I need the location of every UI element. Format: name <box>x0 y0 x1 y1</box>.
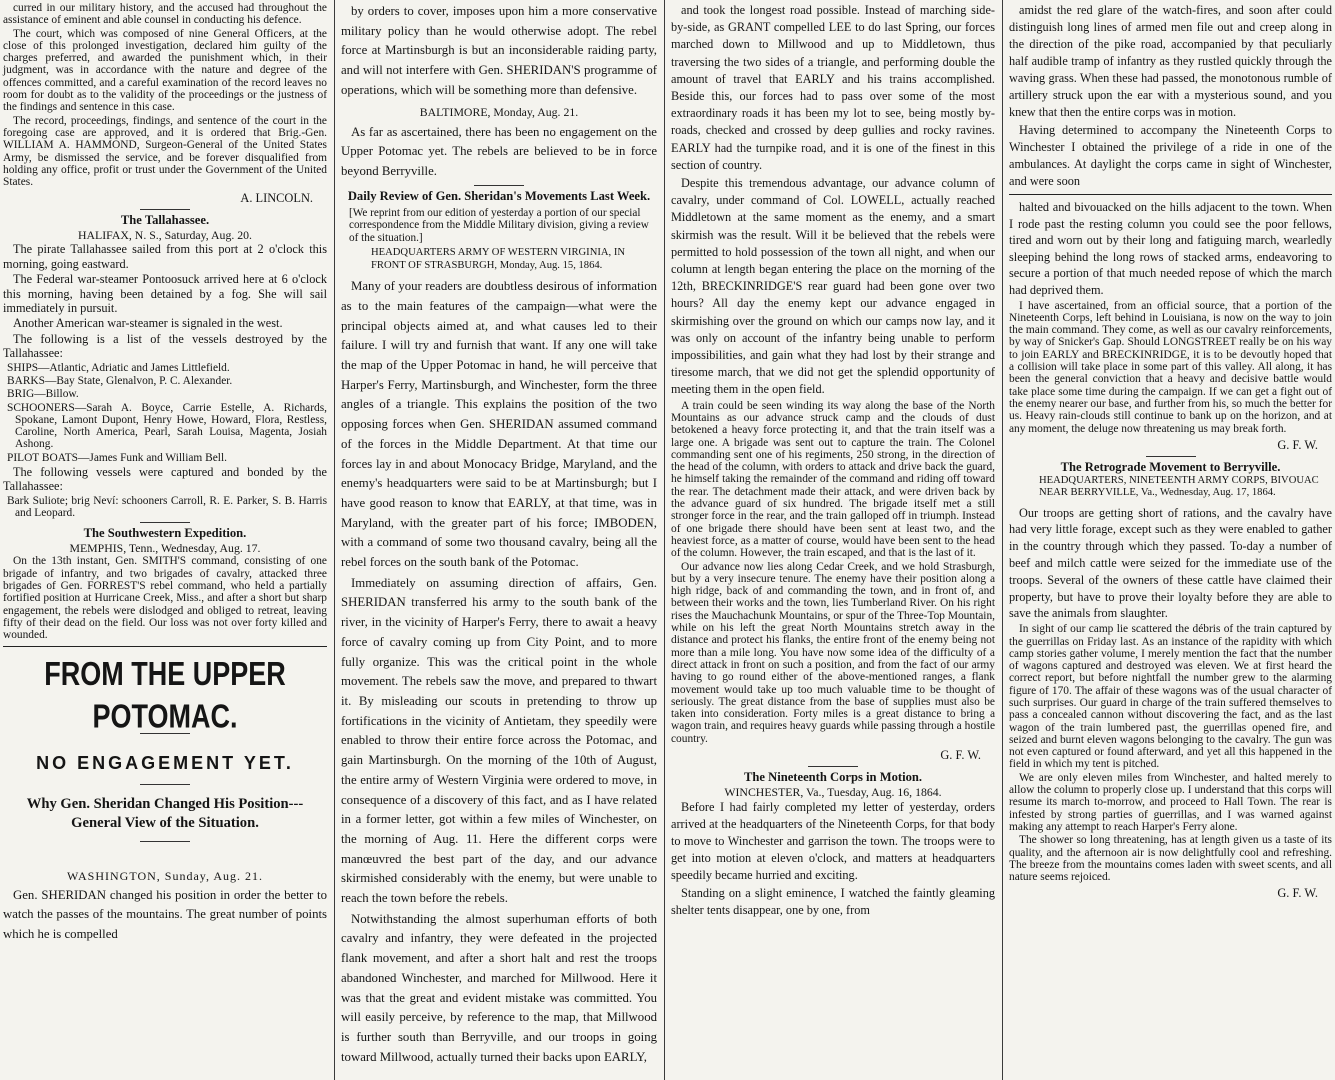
article-paragraph: Immediately on assuming direction of affairs, Gen. SHERIDAN transferred his army to the south bank of the river, in the vicinity of Harper's Ferry, there to await a heavy force of cavalry coming up from City Point, and to more fully organize. This was the critical point in the whole movement. The rebels saw the move, and prepared to thwart it. By misleading our scouts in pretending to throw up fortifications in the vicinity of Antietam, they speedily were enabled to throw their entire force across the Potomac, and gain Martinsburgh. On the morning of the 10th of August, the entire army of Western Virginia were ordered to move, in consequence of a discovery of this fact, and as I have related in a former letter, got within a few miles of Winchester, on the morning of Aug. 11. Here the different corps were manœuvred the best part of the day, and our advance skirmished considerably with the enemy, but were unable to reach the town before the rebels. <box>341 575 657 906</box>
dateline: BALTIMORE, Monday, Aug. 21. <box>419 104 579 119</box>
column-rule <box>334 0 335 1080</box>
column-3 <box>668 0 998 1080</box>
divider <box>1146 456 1196 457</box>
article-paragraph: The Federal war-steamer Pontoosuck arrived here at 6 o'clock this morning, having been detained by a fog. She will sail immediately in pursuit. <box>3 272 327 316</box>
article-paragraph: On the 13th instant, Gen. SMITH'S command, consisting of one brigade of infantry, and two brigades of cavalry, attacked three brigades of Gen. FORREST'S rebel command, who held a partially fortified position at Hurricane Creek, Miss., and after a short but sharp engagement, the rebels were dislodged and obliged to retreat, leaving fifty of their dead on the field. Our loss was not over forty killed and wounded. <box>3 555 327 642</box>
article-paragraph: Having determined to accompany the Nineteenth Corps to Winchester I obtained the privilege of a ride in one of the ambulances. At daylight the corps came in sight of Winchester, and were soon <box>1009 123 1332 188</box>
article-paragraph: Another American war-steamer is signaled in the west. <box>13 316 283 331</box>
article-paragraph: A train could be seen winding its way along the base of the North Mountains as our advance struck camp and the clouds of dust betokened a heavy force protecting it, and that the train itself was a large one. A brigade was sent out to capture the train. The Colonel commanding sent one of his regiments, 250 strong, in the direction of the head of the column, with orders to attack and drive back the guard, he himself taking the remainder of the command and riding off toward the rear. The detachment made their attack, and were driven back by the advance guard of six hundred. The brigade itself met a still stronger force in the rear, and the train galloped off in triumph. Instead of one brigade there should have been sent at least two, and the heaviest force, as a matter of course, would have been sent to the head of the column. However, the train escaped, and that is the last of it. <box>671 399 995 560</box>
article-paragraph: Before I had fairly completed my letter of yesterday, orders arrived at the headquarters of the Nineteenth Corps, for that body to move to Winchester and garrison the town. The troops were to get into motion at eleven o'clock, and matters at headquarters speedily became hurried and exciting. <box>671 799 995 882</box>
vessel-list-item: SHIPS—Atlantic, Adriatic and James Littlefield. <box>7 361 230 374</box>
headline-southwestern: The Southwestern Expedition. <box>83 526 247 541</box>
banner-headline: FROM THE UPPER POTOMAC. <box>44 654 286 735</box>
article-paragraph: In sight of our camp lie scattered the débris of the train captured by the guerrillas on Friday last. As an instance of the rapidity with which camp stories gather volume, I merely mention the fact that the number of wagons captured and destroyed was eleven. We at first heard the correct report, but before nightfall the number grew to the alarming figure of 170. The affair of these wagons was of the usual character of such surprises. Our guard in charge of the train suffered themselves to pass a concealed cannon without discovering the fact, and as the last wagon of the train lumbered past, the guerrillas opened fire, and seized and burnt eleven wagons belonging to the cavalry. The gun was not even captured or found afterward, and yet all this happened in the field in which my tent is pitched. <box>1009 623 1332 771</box>
divider <box>140 522 190 523</box>
dateline: WASHINGTON, Sunday, Aug. 21. <box>67 868 263 883</box>
headline-nineteenth-corps: The Nineteenth Corps in Motion. <box>743 769 923 784</box>
dateline: HALIFAX, N. S., Saturday, Aug. 20. <box>78 228 252 243</box>
divider <box>808 766 858 767</box>
vessel-list-item: BRIG—Billow. <box>7 388 79 401</box>
signature: G. F. W. <box>1277 437 1318 452</box>
article-paragraph: halted and bivouacked on the hills adjacent to the town. When I rode past the resting column you could see the poor fellows, tired and worn out by their long and fatiguing march, wearledly sleeping behind the long rows of stacked arms, endeavoring to secure a portion of that much needed repose of which the march had deprived them. <box>1009 200 1332 297</box>
signature: A. LINCOLN. <box>240 191 313 206</box>
divider <box>1009 194 1332 195</box>
vessel-list-item: SCHOONERS—Sarah A. Boyce, Carrie Estelle, A. Richards, Spokane, Lamont Dupont, Henry Howe, Howard, Flora, Restless, Caroline, North America, Pearl, Sarah Louisa, Magenta, Josiah Ashong. <box>7 401 327 451</box>
article-paragraph: As far as ascertained, there has been no engagement on the Upper Potomac yet. The rebels are believed to be in force beyond Berryville. <box>341 124 657 178</box>
article-paragraph: curred in our military history, and the accused had throughout the assistance of eminent and able counsel in conducting his defence. <box>3 2 327 27</box>
article-paragraph: Our advance now lies along Cedar Creek, and we hold Strasburgh, but by a very insecure tenure. The enemy have their position along a high ridge, back of and commanding the town, and in front of, and between their works and the town, lies Tumberland River. On his right rises the Mauchachunk Mountains, or spur of the Three-Top Mountain, while on his left the great North Mountains stretch away in the distance and protect his flanks, the entire front of the enemy being not more than a mile long. You have now some idea of the difficulty of a direct attack in front on such a position, and from the fact of our army having to go round either of the above-mentioned ranges, a flank movement would take up too much valuable time to be thought of seriously. The great distance from the base of supplies must also be taken into consideration. Forty miles is a great distance to bring a wagon train, and requires heavy guards while passing through a hostile country. <box>671 560 995 745</box>
article-paragraph: The shower so long threatening, has at length given us a taste of its quality, and the afternoon air is now delightfully cool and refreshing. The breeze from the mountains comes laden with sweet scents, and all nature seems rejoiced. <box>1009 834 1332 884</box>
signature: G. F. W. <box>940 747 981 762</box>
column-2 <box>338 0 660 1080</box>
vessel-list-item: Bark Suliote; brig Neví: schooners Carroll, R. E. Parker, S. B. Harris and Leopard. <box>7 494 327 520</box>
column-rule <box>1002 0 1003 1080</box>
headline-daily-review: Daily Review of Gen. Sheridan's Movements Last Week. <box>347 188 651 203</box>
signature: G. F. W. <box>1277 886 1318 901</box>
article-paragraph: and took the longest road possible. Instead of marching side-by-side, as GRANT compelled LEE to do last Spring, our forces marched down to Millwood and up to Middletown, thus traversing the two sides of a triangle, and performing double the amount of travel that EARLY and his trains accomplished. Beside this, our forces had to pass over some of the most extraordinary roads it has been my lot to see, being mostly by-roads, checked and crossed by deep gullies and rocky ravines. EARLY had the turnpike road, and it is one of the finest in this section of country. <box>671 3 995 172</box>
vessel-list-item: PILOT BOATS—James Funk and William Bell. <box>7 451 227 464</box>
headline-retrograde: The Retrograde Movement to Berryville. <box>1060 459 1281 474</box>
column-1 <box>0 0 330 1080</box>
vessel-list-item: BARKS—Bay State, Glenalvon, P. C. Alexander. <box>7 375 233 387</box>
editor-note: [We reprint from our edition of yesterday a portion of our special correspondence from the Middle Military division, giving a review of the situation.] <box>349 206 649 244</box>
article-paragraph: Gen. SHERIDAN changed his position in order the better to watch the passes of the mountains. The great number of points which he is compelled <box>3 887 327 941</box>
deck-headline: Why Gen. Sheridan Changed His Position---General View of the Situation. <box>26 795 304 831</box>
subheadline: NO ENGAGEMENT YET. <box>36 752 294 773</box>
article-paragraph: Despite this tremendous advantage, our advance column of cavalry, under command of Col. LOWELL, actually reached Middletown at the same moment as the enemy, and a smart skirmish was the result. Will it be believed that the rebels were permitted to hold possession of the town all night, and when our column at length began entering the place on the morning of the 12th, BRECKINRIDGE'S rear guard had been gone over two hours? All day the enemy kept our advance engaged in skirmishing over the ground on which our camps now lay, and it was only on account of the infantry being unable to perform impossibilities, and gain what they had lost by their strange and tiresome march, that we did not get the splendid opportunity of meeting them in the open field. <box>671 176 995 397</box>
column-4 <box>1006 0 1335 1080</box>
article-paragraph: The record, proceedings, findings, and sentence of the court in the foregoing case are approved, and it is ordered that Brig.-Gen. WILLIAM A. HAMMOND, Surgeon-General of the United States Army, be dismissed the service, and be forever disqualified from holding any office, profit or trust under the Government of the United States. <box>3 114 327 189</box>
divider <box>140 784 190 785</box>
article-paragraph: by orders to cover, imposes upon him a more conservative military policy than he would otherwise adopt. The rebel force at Martinsburgh is but an inconsiderable raiding party, and will not interfere with Gen. SHERIDAN'S programme of operations, which will be something more than defensive. <box>341 4 657 97</box>
divider <box>140 209 190 210</box>
divider <box>474 185 524 186</box>
divider <box>3 646 327 647</box>
article-paragraph: The court, which was composed of nine General Officers, at the close of this prolonged investigation, declared him guilty of the charges preferred, and awarded the punishment which, in their judgment, was in accordance with the nature and degree of the offences committed, and a careful examination of the record leaves no room for doubt as to the validity of the proceedings or the justness of the findings and sentence in this case. <box>3 27 327 114</box>
headline-tallahassee: The Tallahassee. <box>120 213 210 228</box>
article-paragraph: Many of your readers are doubtless desirous of information as to the main features of the campaign—what were the principal objects aimed at, and what causes led to their failure. I will try and furnish that want. If any one will take the map of the Upper Potomac in hand, he will perceive that Harper's Ferry, Martinsburgh, and Winchester, form the three angles of a triangle. This explains the position of the two opposing forces when Gen. SHERIDAN assumed command of the forces in the Middle Department. At that time our forces lay in and about Monocacy Bridge, Maryland, and the enemy's headquarters were said to be at Martinsburgh; but I have good reason to know that EARLY, at that time, was in Maryland, with the greater part of his force; IMBODEN, with a command of some two thousand cavalry, being all the rebel forces on the south bank of the Potomac. <box>341 279 657 570</box>
article-paragraph: Notwithstanding the almost superhuman efforts of both cavalry and infantry, they were defeated in the projected flank movement, and after a short halt and rest the troops abandoned Winchester, and marched for Millwood. Here it was that the great and evident mistake was committed. You will easily perceive, by reference to the map, that Millwood is further south than Berryville, and our troops in going toward Millwood, actually turned their backs upon EARLY, <box>341 911 657 1064</box>
dateline: WINCHESTER, Va., Tuesday, Aug. 16, 1864. <box>724 784 942 799</box>
article-paragraph: Standing on a slight eminence, I watched the faintly gleaming shelter tents disappear, one by one, from <box>671 885 995 917</box>
article-paragraph: amidst the red glare of the watch-fires, and soon after could distinguish long lines of armed men file out and creep along in the direction of the pike road, accompanied by that peculiarly half audible tramp of infantry as they rustled quickly through the waving grass. When these had passed, the monotonous rumble of artillery struck upon the ear with a mysterious sound, and you knew that then the entire corps was in motion. <box>1009 3 1332 119</box>
article-paragraph: The pirate Tallahassee sailed from this port at 2 o'clock this morning, going eastward. <box>3 242 327 271</box>
article-paragraph: I have ascertained, from an official source, that a portion of the Nineteenth Corps, left behind in Louisiana, is now on the way to join the main command. They come, as well as our cavalry reinforcements, by way of Snicker's Gap. Should LONGSTREET really be on his way to join EARLY and BRECKINRIDGE, it is to be devoutly hoped that a collision will take place in some part of this valley. All along, it has been the general conviction that a heavy and decisive battle would take place some time during the campaign. If we can get a fight out of the enemy nearer our base, and further from his, so much the better for us. Heavy rain-clouds still continue to bank up on the horizon, and at any moment, the deluge now threatening us may break forth. <box>1009 299 1332 435</box>
article-paragraph: The following is a list of the vessels destroyed by the Tallahassee: <box>3 331 327 361</box>
article-paragraph: The following vessels were captured and bonded by the Tallahassee: <box>3 465 327 494</box>
headquarters-line: HEADQUARTERS ARMY OF WESTERN VIRGINIA, IN FRONT OF STRASBURGH, Monday, Aug. 15, 1864. <box>371 247 626 271</box>
column-rule <box>664 0 665 1080</box>
headquarters-line: HEADQUARTERS, NINETEENTH ARMY CORPS, BIVOUAC NEAR BERRYVILLE, Va., Wednesday, Aug. 17, 1864. <box>1039 474 1319 499</box>
dateline: MEMPHIS, Tenn., Wednesday, Aug. 17. <box>69 541 261 556</box>
article-paragraph: Our troops are getting short of rations, and the cavalry have had very little forage, except such as they were enabled to gather in the country through which they passed. To-day a number of beef and milch cattle were seized for the immediate use of the troops. Several of the owners of these cattle have claimed their property, but have to prove their loyalty before they are able to save the animals from slaughter. <box>1009 505 1332 621</box>
article-paragraph: We are only eleven miles from Winchester, and halted merely to allow the column to properly close up. I understand that this corps will resume its march to-morrow, and proceed to Hall Town. The rear is infested by strong parties of guerrillas, and I was warned against making any attempt to reach Harper's Ferry alone. <box>1009 771 1332 833</box>
divider <box>140 841 190 842</box>
